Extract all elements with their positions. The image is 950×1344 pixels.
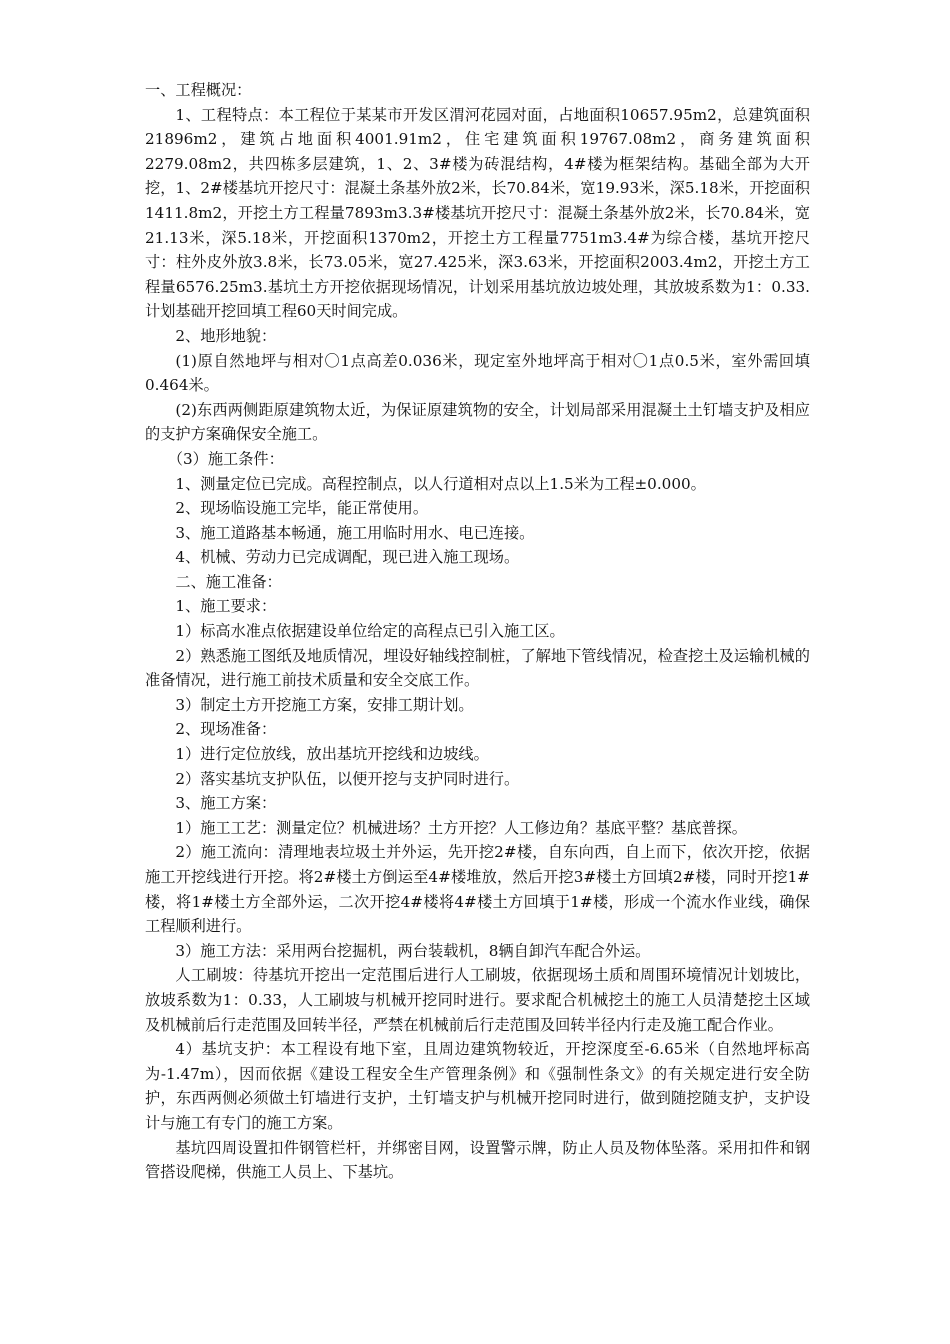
paragraph-condition-4: 4、机械、劳动力已完成调配，现已进入施工现场。 — [175, 548, 520, 567]
paragraph-site-prep-1: 1）进行定位放线，放出基坑开挖线和边坡线。 — [175, 745, 489, 764]
paragraph-site-prep-2: 2）落实基坑支护队伍，以便开挖与支护同时进行。 — [175, 769, 520, 788]
paragraph-requirement-2: 2）熟悉施工图纸及地质情况，埋设好轴线控制桩，了解地下管线情况，检查挖土及运输机械的准备情况，进行施工前技术质量和安全交底工作。 — [145, 646, 810, 690]
paragraph-project-features: 1、工程特点：本工程位于某某市开发区渭河花园对面，占地面积10657.95m2，总建筑面积21896m2，建筑占地面积4001.91m2，住宅建筑面积19767.08m2，商务建筑面积2279.08m2，共四栋多层建筑，1、2、3#楼为砖混结构，4#楼为框架结构。基础全部为大开挖，1、2#楼基坑开挖尺寸：混凝土条基外放2米，长70.84米，宽19.93米，深5.18米，开挖面积1411.8m2，开挖土方工程量7893m3.3#楼基坑开挖尺寸：混凝土条基外放2米，长70.84米，宽21.13米，深5.18米，开挖面积1370m2，开挖土方工程量7751m3.4#为综合楼，基坑开挖尺寸：柱外皮外放3.8米，长73.05米，宽27.425米，深3.63米，开挖面积2003.4m2，开挖土方工程量6576.25m3.基坑土方开挖依据现场情况，计划采用基坑放边坡处理，其放坡系数为1：0.33.计划基础开挖回填工程60天时间完成。 — [145, 105, 810, 321]
subheading-conditions: （3）施工条件： — [167, 449, 284, 468]
subheading-terrain: 2、地形地貌： — [175, 326, 277, 345]
paragraph-terrain-1: (1)原自然地坪与相对〇1点高差0.036米，现定室外地坪高于相对〇1点0.5米，室外需回填0.464米。 — [145, 351, 810, 395]
paragraph-plan-process: 1）施工工艺：测量定位？机械进场？土方开挖？人工修边角？基底平整？基底普探。 — [175, 818, 747, 837]
paragraph-terrain-2: (2)东西两侧距原建筑物太近，为保证原建筑物的安全，计划局部采用混凝土土钉墙支护及相应的支护方案确保安全施工。 — [145, 400, 810, 444]
section-heading-overview: 一、工程概况： — [145, 81, 252, 99]
paragraph-plan-flow: 2）施工流向：清理地表垃圾土并外运，先开挖2#楼，自东向西，自上而下，依次开挖，依据施工开挖线进行开挖。将2#楼土方倒运至4#楼堆放，然后开挖3#楼土方回填2#楼，同时开挖1#楼，将1#楼土方全部外运，二次开挖4#楼将4#楼土方回填于1#楼，形成一个流水作业线，确保工程顺利进行。 — [145, 843, 810, 936]
subheading-requirements: 1、施工要求： — [175, 597, 277, 616]
paragraph-pit-support: 4）基坑支护：本工程设有地下室，且周边建筑物较近，开挖深度至-6.65米（自然地坪标高为-1.47m），因而依据《建设工程安全生产管理条例》和《强制性条文》的有关规定进行安全防护，东西两侧必须做土钉墙进行支护，土钉墙支护与机械开挖同时进行，做到随挖随支护，支护设计与施工有专门的施工方案。 — [145, 1040, 810, 1132]
subheading-site-prep: 2、现场准备： — [175, 720, 277, 739]
paragraph-manual-slope: 人工刷坡：待基坑开挖出一定范围后进行人工刷坡，依据现场土质和周围环境情况计划坡比，放坡系数为1：0.33，人工刷坡与机械开挖同时进行。要求配合机械挖土的施工人员清楚挖土区域及机械前后行走范围及回转半径，严禁在机械前后行走范围及回转半径内行走及施工配合作业。 — [145, 966, 810, 1034]
paragraph-pit-railing: 基坑四周设置扣件钢管栏杆，并绑密目网，设置警示牌，防止人员及物体坠落。采用扣件和钢管搭设爬梯，供施工人员上、下基坑。 — [145, 1138, 810, 1182]
paragraph-condition-3: 3、施工道路基本畅通，施工用临时用水、电已连接。 — [175, 523, 535, 542]
paragraph-plan-method: 3）施工方法：采用两台挖掘机，两台装载机，8辆自卸汽车配合外运。 — [175, 941, 651, 960]
section-heading-preparation: 二、施工准备： — [175, 572, 282, 591]
paragraph-condition-2: 2、现场临设施工完毕，能正常使用。 — [175, 499, 429, 518]
subheading-plan: 3、施工方案： — [175, 794, 277, 813]
paragraph-condition-1: 1、测量定位已完成。高程控制点，以人行道相对点以上1.5米为工程±0.000。 — [175, 474, 706, 493]
paragraph-requirement-3: 3）制定土方开挖施工方案，安排工期计划。 — [175, 695, 474, 714]
document-page — [145, 78, 810, 1185]
paragraph-requirement-1: 1）标高水准点依据建设单位给定的高程点已引入施工区。 — [175, 622, 565, 641]
